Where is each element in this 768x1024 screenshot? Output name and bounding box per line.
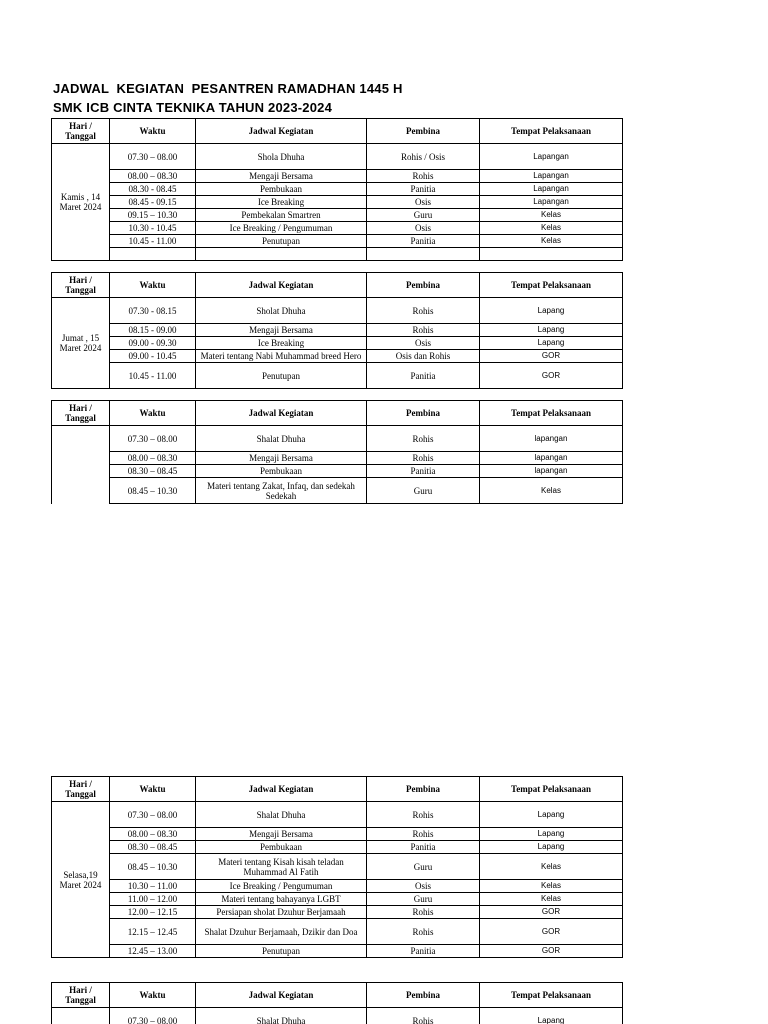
table-row <box>52 235 623 248</box>
table-row <box>52 170 623 183</box>
table-row <box>52 324 623 337</box>
venue-cell: Lapang <box>480 1008 623 1024</box>
time-cell: 07.30 – 08.00 <box>110 1008 196 1024</box>
activity-cell: Materi tentang Nabi Muhammad breed Hero <box>196 350 367 363</box>
activity-cell: Ice Breaking / Pengumuman <box>196 880 367 893</box>
pembina-cell: Rohis <box>367 170 480 183</box>
activity-cell: Mengaji Bersama <box>196 324 367 337</box>
header-hari-tanggal: Hari / Tanggal <box>52 777 110 802</box>
time-cell <box>110 504 196 505</box>
activity-cell: Penutupan <box>196 945 367 958</box>
header-tempat-pelaksanaan: Tempat Pelaksanaan <box>480 401 623 426</box>
pembina-cell: Guru <box>367 893 480 906</box>
table-header-row <box>52 273 623 298</box>
pembina-cell: Panitia <box>367 841 480 854</box>
time-cell: 08.15 - 09.00 <box>110 324 196 337</box>
time-cell <box>110 248 196 261</box>
activity-cell: Mengaji Bersama <box>196 828 367 841</box>
table-row <box>52 209 623 222</box>
table-header-row <box>52 119 623 144</box>
pembina-cell: Rohis <box>367 324 480 337</box>
table-row <box>52 1008 623 1024</box>
table-row <box>52 183 623 196</box>
time-cell: 10.45 - 11.00 <box>110 235 196 248</box>
schedule-table <box>51 118 623 261</box>
header-hari-tanggal: Hari / Tanggal <box>52 983 110 1008</box>
header-waktu: Waktu <box>110 983 196 1008</box>
pembina-cell: Rohis <box>367 906 480 919</box>
document-title: JADWAL KEGIATAN PESANTREN RAMADHAN 1445 H <box>53 81 403 96</box>
table-row <box>52 452 623 465</box>
time-cell: 08.45 - 09.15 <box>110 196 196 209</box>
activity-cell: Shalat Dhuha <box>196 802 367 828</box>
venue-cell: Lapangan <box>480 183 623 196</box>
day-date-cell: Jumat , 15 Maret 2024 <box>52 298 110 389</box>
table-row <box>52 144 623 170</box>
time-cell: 10.45 - 11.00 <box>110 363 196 389</box>
page-fragment <box>0 978 768 1024</box>
header-jadwal-kegiatan: Jadwal Kegiatan <box>196 401 367 426</box>
time-cell: 12.15 – 12.45 <box>110 919 196 945</box>
activity-cell: Shalat Dzuhur Berjamaah, Dzikir dan Doa <box>196 919 367 945</box>
time-cell: 11.00 – 12.00 <box>110 893 196 906</box>
venue-cell <box>480 248 623 261</box>
table-header-row <box>52 777 623 802</box>
time-cell: 07.30 – 08.00 <box>110 144 196 170</box>
header-pembina: Pembina <box>367 777 480 802</box>
activity-cell: Mengaji Bersama <box>196 170 367 183</box>
pembina-cell: Panitia <box>367 465 480 478</box>
header-waktu: Waktu <box>110 119 196 144</box>
table-row <box>52 893 623 906</box>
header-waktu: Waktu <box>110 273 196 298</box>
activity-cell: Persiapan sholat Dzuhur Berjamaah <box>196 906 367 919</box>
header-pembina: Pembina <box>367 273 480 298</box>
activity-cell: Materi tentang bahayanya LGBT <box>196 893 367 906</box>
activity-cell: Mengaji Bersama <box>196 452 367 465</box>
time-cell: 07.30 – 08.00 <box>110 802 196 828</box>
activity-cell: Pembukaan <box>196 183 367 196</box>
venue-cell: Lapangan <box>480 144 623 170</box>
table-row <box>52 350 623 363</box>
table-row <box>52 426 623 452</box>
venue-cell: Kelas <box>480 235 623 248</box>
venue-cell <box>480 504 623 505</box>
venue-cell: GOR <box>480 906 623 919</box>
time-cell: 12.45 – 13.00 <box>110 945 196 958</box>
header-waktu: Waktu <box>110 401 196 426</box>
header-tempat-pelaksanaan: Tempat Pelaksanaan <box>480 777 623 802</box>
header-pembina: Pembina <box>367 983 480 1008</box>
activity-cell: Materi tentang Zakat, Infaq, dan sedekah Sedekah <box>196 478 367 504</box>
activity-cell: Materi tentang Kisah kisah teladan Muhammad Al Fatih <box>196 854 367 880</box>
header-waktu: Waktu <box>110 777 196 802</box>
pembina-cell: Rohis <box>367 452 480 465</box>
pembina-cell: Osis dan Rohis <box>367 350 480 363</box>
time-cell: 08.45 – 10.30 <box>110 854 196 880</box>
venue-cell: Lapang <box>480 802 623 828</box>
table-row <box>52 828 623 841</box>
time-cell: 09.00 - 10.45 <box>110 350 196 363</box>
table-row <box>52 363 623 389</box>
venue-cell: lapangan <box>480 465 623 478</box>
header-tempat-pelaksanaan: Tempat Pelaksanaan <box>480 983 623 1008</box>
table-row <box>52 919 623 945</box>
pembina-cell: Panitia <box>367 235 480 248</box>
table-row <box>52 298 623 324</box>
page-fragment <box>0 670 768 768</box>
venue-cell: Kelas <box>480 478 623 504</box>
venue-cell: Lapang <box>480 324 623 337</box>
time-cell: 08.30 – 08.45 <box>110 465 196 478</box>
pembina-cell: Osis <box>367 196 480 209</box>
day-date-cell: Selasa,19 Maret 2024 <box>52 802 110 958</box>
header-jadwal-kegiatan: Jadwal Kegiatan <box>196 777 367 802</box>
table-row <box>52 196 623 209</box>
venue-cell: Lapang <box>480 828 623 841</box>
pembina-cell: Rohis <box>367 426 480 452</box>
day-date-cell: Kamis , 14 Maret 2024 <box>52 144 110 261</box>
time-cell: 08.00 – 08.30 <box>110 170 196 183</box>
pembina-cell: Rohis <box>367 1008 480 1024</box>
venue-cell: lapangan <box>480 452 623 465</box>
time-cell: 08.30 – 08.45 <box>110 841 196 854</box>
venue-cell: Lapangan <box>480 170 623 183</box>
table-row <box>52 478 623 504</box>
time-cell: 08.30 - 08.45 <box>110 183 196 196</box>
table-row <box>52 504 623 505</box>
day-date-cell <box>52 426 110 505</box>
pembina-cell: Osis <box>367 880 480 893</box>
venue-cell: Lapang <box>480 298 623 324</box>
day-date-cell <box>52 1008 110 1024</box>
venue-cell: Kelas <box>480 880 623 893</box>
table-row <box>52 841 623 854</box>
activity-cell: Pembukaan <box>196 465 367 478</box>
venue-cell: GOR <box>480 945 623 958</box>
venue-cell: lapangan <box>480 426 623 452</box>
venue-cell: GOR <box>480 363 623 389</box>
pembina-cell: Osis <box>367 337 480 350</box>
table-header-row <box>52 983 623 1008</box>
activity-cell <box>196 504 367 505</box>
venue-cell: Kelas <box>480 893 623 906</box>
schedule-table <box>51 400 623 504</box>
pembina-cell: Rohis <box>367 802 480 828</box>
time-cell: 10.30 – 11.00 <box>110 880 196 893</box>
activity-cell: Sholat Dhuha <box>196 298 367 324</box>
pembina-cell: Guru <box>367 209 480 222</box>
activity-cell: Shalat Dhuha <box>196 1008 367 1024</box>
pembina-cell: Guru <box>367 478 480 504</box>
venue-cell: Lapangan <box>480 196 623 209</box>
pembina-cell: Guru <box>367 854 480 880</box>
time-cell: 08.00 – 08.30 <box>110 452 196 465</box>
header-jadwal-kegiatan: Jadwal Kegiatan <box>196 119 367 144</box>
page-fragment <box>0 395 768 504</box>
table-row <box>52 906 623 919</box>
activity-cell: Ice Breaking <box>196 337 367 350</box>
pembina-cell <box>367 504 480 505</box>
venue-cell: Lapang <box>480 841 623 854</box>
document-subtitle: SMK ICB CINTA TEKNIKA TAHUN 2023-2024 <box>53 100 332 115</box>
schedule-table <box>51 272 623 389</box>
table-row <box>52 248 623 261</box>
pembina-cell: Rohis <box>367 828 480 841</box>
activity-cell: Ice Breaking <box>196 196 367 209</box>
time-cell: 09.00 - 09.30 <box>110 337 196 350</box>
table-row <box>52 465 623 478</box>
time-cell: 08.45 – 10.30 <box>110 478 196 504</box>
time-cell: 08.00 – 08.30 <box>110 828 196 841</box>
table-header-row <box>52 401 623 426</box>
header-hari-tanggal: Hari / Tanggal <box>52 401 110 426</box>
activity-cell <box>196 248 367 261</box>
activity-cell: Shalat Dhuha <box>196 426 367 452</box>
header-tempat-pelaksanaan: Tempat Pelaksanaan <box>480 273 623 298</box>
table-row <box>52 337 623 350</box>
pembina-cell <box>367 248 480 261</box>
venue-cell: Kelas <box>480 854 623 880</box>
pembina-cell: Rohis / Osis <box>367 144 480 170</box>
time-cell: 09.15 – 10.30 <box>110 209 196 222</box>
pembina-cell: Panitia <box>367 945 480 958</box>
venue-cell: GOR <box>480 919 623 945</box>
activity-cell: Pembukaan <box>196 841 367 854</box>
time-cell: 12.00 – 12.15 <box>110 906 196 919</box>
header-jadwal-kegiatan: Jadwal Kegiatan <box>196 273 367 298</box>
header-jadwal-kegiatan: Jadwal Kegiatan <box>196 983 367 1008</box>
table-row <box>52 945 623 958</box>
time-cell: 07.30 – 08.00 <box>110 426 196 452</box>
venue-cell: Kelas <box>480 222 623 235</box>
table-row <box>52 854 623 880</box>
table-row <box>52 802 623 828</box>
activity-cell: Penutupan <box>196 363 367 389</box>
pembina-cell: Panitia <box>367 363 480 389</box>
activity-cell: Penutupan <box>196 235 367 248</box>
table-row <box>52 880 623 893</box>
header-hari-tanggal: Hari / Tanggal <box>52 119 110 144</box>
header-pembina: Pembina <box>367 401 480 426</box>
table-row <box>52 222 623 235</box>
schedule-table <box>51 982 623 1024</box>
pembina-cell: Rohis <box>367 298 480 324</box>
activity-cell: Ice Breaking / Pengumuman <box>196 222 367 235</box>
pembina-cell: Osis <box>367 222 480 235</box>
activity-cell: Pembekalan Smartren <box>196 209 367 222</box>
pembina-cell: Panitia <box>367 183 480 196</box>
header-pembina: Pembina <box>367 119 480 144</box>
time-cell: 10.30 - 10.45 <box>110 222 196 235</box>
schedule-table <box>51 776 623 958</box>
venue-cell: Kelas <box>480 209 623 222</box>
time-cell: 07.30 - 08.15 <box>110 298 196 324</box>
header-hari-tanggal: Hari / Tanggal <box>52 273 110 298</box>
activity-cell: Shola Dhuha <box>196 144 367 170</box>
pembina-cell: Rohis <box>367 919 480 945</box>
venue-cell: Lapang <box>480 337 623 350</box>
header-tempat-pelaksanaan: Tempat Pelaksanaan <box>480 119 623 144</box>
venue-cell: GOR <box>480 350 623 363</box>
